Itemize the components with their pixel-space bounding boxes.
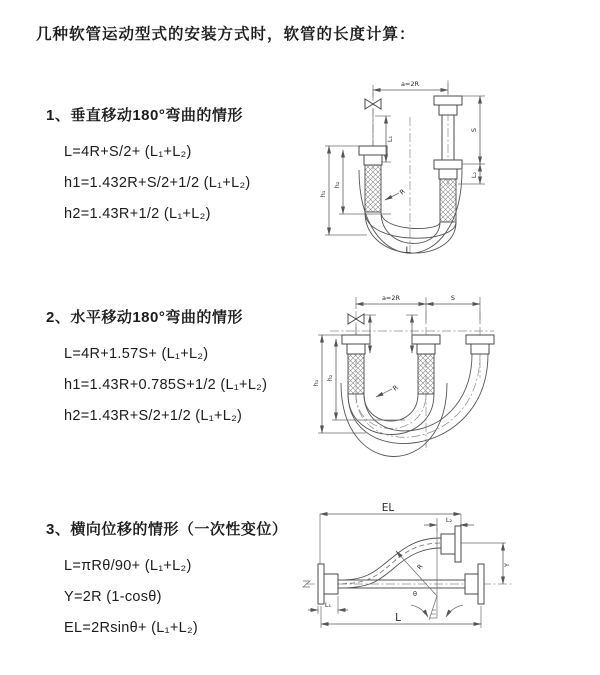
upper-flange xyxy=(441,526,461,562)
dimension-l2 xyxy=(424,516,474,532)
left-pipe-fitting xyxy=(359,146,387,212)
dim-label-h1: h₁ xyxy=(312,379,320,387)
section-2 xyxy=(46,306,267,432)
dimension-r xyxy=(385,187,407,200)
dim-label-r: R xyxy=(391,383,400,393)
dim-label-a2r: a=2R xyxy=(400,80,420,88)
formula-l-2: L=4R+1.57S+ (L₁+L₂) xyxy=(64,346,209,362)
dim-label-l1: L₁ xyxy=(324,601,332,609)
dimension-r xyxy=(396,528,437,618)
dimension-l xyxy=(321,606,481,628)
dim-label-r: R xyxy=(415,562,425,572)
formula-y-3: Y=2R (1-cosθ) xyxy=(64,589,162,605)
dimension-a2r xyxy=(356,294,426,323)
dim-label-a2r: a=2R xyxy=(381,294,401,302)
diagram-vertical-180-bend xyxy=(313,72,508,257)
dim-label-h2: h₂ xyxy=(326,374,334,382)
section-3-heading: 3、横向位移的情形（一次性变位） xyxy=(46,521,288,538)
dimension-r xyxy=(376,383,400,397)
page-title: 几种软管运动型式的安装方式时，软管的长度计算： xyxy=(36,26,416,43)
section-1 xyxy=(46,104,251,230)
formula-l-3: L=πRθ/90+ (L₁+L₂) xyxy=(64,558,192,574)
dim-label-l2: L₂ xyxy=(445,516,453,524)
formula-h1-1: h1=1.432R+S/2+1/2 (L₁+L₂) xyxy=(64,175,251,191)
formula-l-1: L=4R+S/2+ (L₁+L₂) xyxy=(64,144,192,160)
formula-h1-2: h1=1.43R+0.785S+1/2 (L₁+L₂) xyxy=(64,377,268,393)
middle-pipe-fitting xyxy=(412,335,440,394)
section-3 xyxy=(46,518,287,644)
dim-label-l: L xyxy=(405,246,411,256)
formula-h2-1: h2=1.43R+1/2 (L₁+L₂) xyxy=(64,206,211,222)
left-pipe-fitting xyxy=(342,335,370,394)
dim-label-s: S xyxy=(470,127,478,133)
section-1-heading: 1、垂直移动180°弯曲的情形 xyxy=(46,107,243,124)
dim-label-h2: h₂ xyxy=(333,181,341,189)
dim-label-l2: L₂ xyxy=(470,171,478,179)
dim-label-l: L xyxy=(395,612,401,624)
right-flange xyxy=(465,564,484,604)
dim-label-y: Y xyxy=(503,563,511,567)
dim-label-theta: θ xyxy=(413,590,417,598)
dimension-el xyxy=(320,502,461,564)
dimension-a2r xyxy=(373,80,448,97)
dimension-l1 xyxy=(308,596,348,614)
left-flange xyxy=(318,564,338,604)
dimension-s xyxy=(426,294,480,323)
diagram-horizontal-180-bend xyxy=(308,283,508,463)
fitting-length-dims xyxy=(364,315,418,353)
dim-label-el: EL xyxy=(381,502,395,514)
dim-label-s: S xyxy=(450,294,456,302)
dim-label-r: R xyxy=(398,187,407,197)
formula-h2-2: h2=1.43R+S/2+1/2 (L₁+L₂) xyxy=(64,408,243,424)
right-pipe-fitting xyxy=(466,335,494,354)
dim-label-l1: L₁ xyxy=(386,135,394,143)
dim-label-h1: h₁ xyxy=(319,190,327,198)
dimension-s xyxy=(462,96,485,164)
hose-displaced-position xyxy=(334,538,441,588)
section-2-heading: 2、水平移动180°弯曲的情形 xyxy=(46,309,243,326)
formula-el-3: EL=2Rsinθ+ (L₁+L₂) xyxy=(64,620,199,636)
valve-icon xyxy=(365,99,381,146)
diagram-lateral-displacement xyxy=(298,498,538,658)
right-pipe-fitting xyxy=(434,96,462,222)
